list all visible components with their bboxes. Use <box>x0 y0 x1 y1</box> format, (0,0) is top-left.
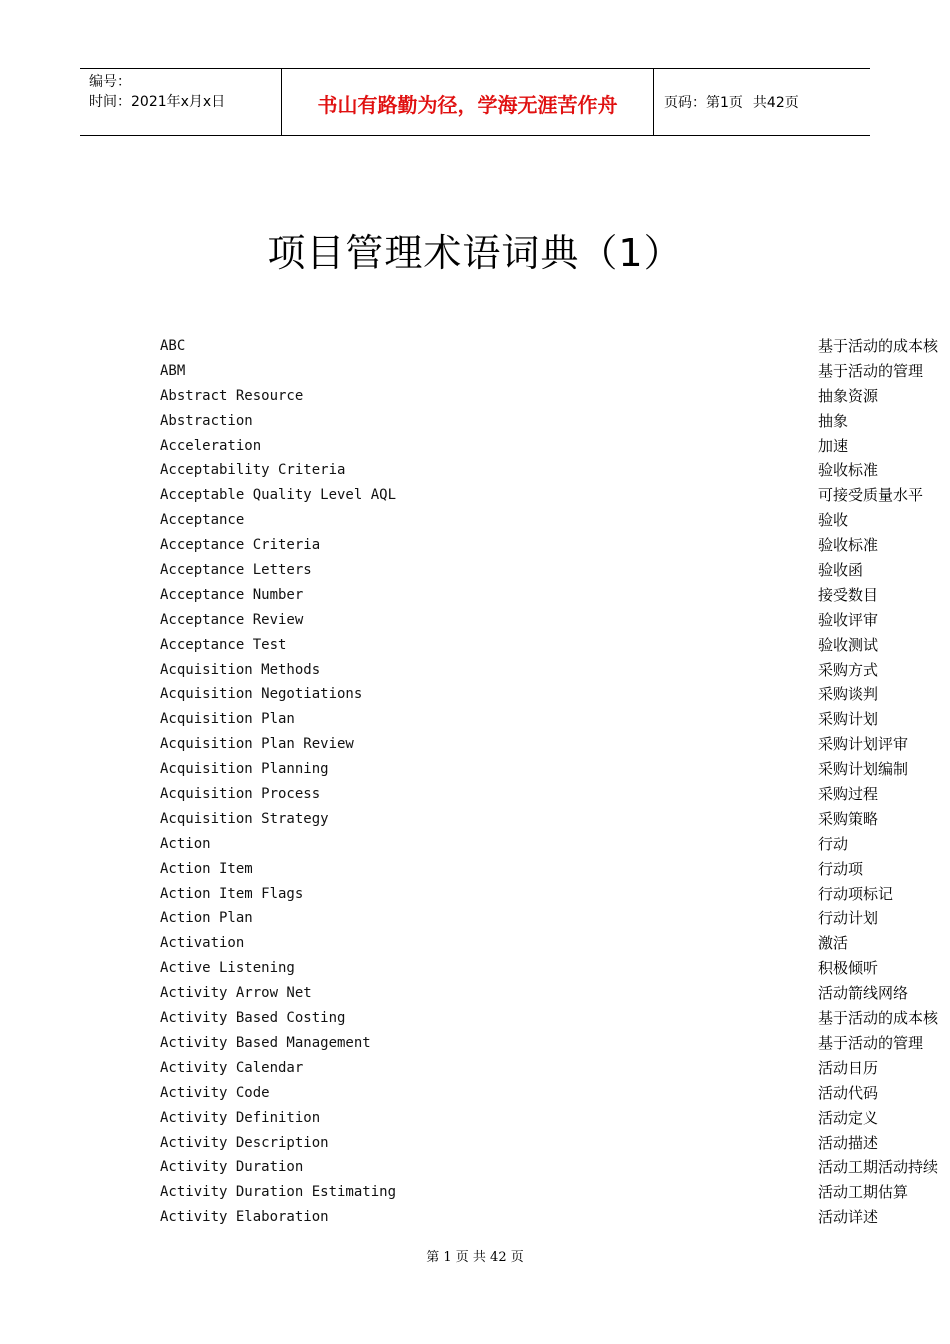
term-chinese: 基于活动的管理 <box>818 1033 924 1052</box>
term-row <box>0 882 950 907</box>
term-row <box>0 633 950 658</box>
term-row <box>0 533 950 558</box>
term-chinese: 活动工期活动持续 <box>818 1158 939 1177</box>
term-english: Abstraction <box>160 412 253 429</box>
term-row <box>0 1081 950 1106</box>
term-english: Acceptable Quality Level AQL <box>160 487 397 504</box>
term-english: Activity Definition <box>160 1109 321 1126</box>
term-english: Active Listening <box>160 960 295 977</box>
term-chinese: 采购计划编制 <box>818 760 909 779</box>
term-english: Activity Calendar <box>160 1059 304 1076</box>
term-english: Acquisition Strategy <box>160 810 329 827</box>
term-chinese: 加速 <box>818 436 849 455</box>
term-chinese: 采购策略 <box>818 809 879 828</box>
term-row <box>0 906 950 931</box>
term-row <box>0 782 950 807</box>
term-english: Acceptance <box>160 512 245 529</box>
term-english: Activity Arrow Net <box>160 985 312 1002</box>
term-row <box>0 608 950 633</box>
term-english: Acquisition Process <box>160 786 321 803</box>
header-meta <box>80 69 281 135</box>
term-chinese: 活动详述 <box>818 1208 879 1227</box>
term-chinese: 验收标准 <box>818 461 879 480</box>
term-row <box>0 807 950 832</box>
term-english: Abstract Resource <box>160 387 304 404</box>
term-chinese: 采购方式 <box>818 660 879 679</box>
term-row <box>0 981 950 1006</box>
term-english: Activity Description <box>160 1134 329 1151</box>
term-row <box>0 409 950 434</box>
term-row <box>0 583 950 608</box>
term-english: Acceptance Criteria <box>160 537 321 554</box>
term-row <box>0 483 950 508</box>
document-time-label: 时间：2021年x月x日 <box>89 94 226 110</box>
term-english: Action Item Flags <box>160 885 304 902</box>
term-english: Acquisition Planning <box>160 761 329 778</box>
term-english: Acceptance Number <box>160 586 304 603</box>
term-english: Acceleration <box>160 437 262 454</box>
term-english: Acquisition Negotiations <box>160 686 363 703</box>
term-chinese: 活动代码 <box>818 1083 879 1102</box>
term-english: Acceptance Test <box>160 636 287 653</box>
term-chinese: 验收 <box>818 511 849 530</box>
term-row <box>0 359 950 384</box>
term-chinese: 可接受质量水平 <box>818 486 924 505</box>
term-row <box>0 434 950 459</box>
term-english: Activity Based Costing <box>160 1010 346 1027</box>
header-page-number: 页码：第1页 <box>664 95 743 111</box>
term-chinese: 行动计划 <box>818 909 879 928</box>
term-row <box>0 832 950 857</box>
term-chinese: 活动描述 <box>818 1133 879 1152</box>
term-row <box>0 1180 950 1205</box>
term-row <box>0 1155 950 1180</box>
term-list <box>0 334 950 1230</box>
term-english: Acquisition Plan Review <box>160 736 354 753</box>
term-chinese: 活动工期估算 <box>818 1183 909 1202</box>
term-english: Action <box>160 835 211 852</box>
term-english: Activity Elaboration <box>160 1209 329 1226</box>
header-page-total: 共42页 <box>752 95 799 111</box>
header-motto: 书山有路勤为径，学海无涯苦作舟 <box>281 69 654 135</box>
term-chinese: 基于活动的成本核 <box>818 337 939 355</box>
term-english: Acceptance Letters <box>160 562 312 579</box>
term-chinese: 验收测试 <box>818 635 879 654</box>
document-title: 项目管理术语词典（1） <box>267 231 683 275</box>
term-chinese: 行动项 <box>818 859 864 878</box>
term-row <box>0 931 950 956</box>
term-english: Action Plan <box>160 910 253 927</box>
term-chinese: 抽象资源 <box>818 386 879 405</box>
term-row <box>0 707 950 732</box>
term-row <box>0 857 950 882</box>
term-row <box>0 757 950 782</box>
term-row <box>0 458 950 483</box>
term-row <box>0 384 950 409</box>
term-chinese: 采购计划评审 <box>818 735 909 754</box>
term-english: Acquisition Methods <box>160 661 321 678</box>
term-row <box>0 1056 950 1081</box>
term-chinese: 采购谈判 <box>818 685 879 704</box>
term-chinese: 验收评审 <box>818 610 879 629</box>
term-english: ABC <box>160 338 186 354</box>
term-row <box>0 1031 950 1056</box>
term-row <box>0 1205 950 1230</box>
term-chinese: 采购过程 <box>818 785 879 804</box>
term-chinese: 验收标准 <box>818 536 879 555</box>
term-english: Activation <box>160 935 245 952</box>
term-chinese: 活动日历 <box>818 1058 879 1077</box>
page-footer: 第 1 页 共 42 页 <box>426 1250 524 1265</box>
term-row <box>0 956 950 981</box>
term-english: Acceptability Criteria <box>160 462 346 479</box>
page-header <box>80 68 870 136</box>
term-chinese: 行动 <box>818 834 849 853</box>
term-chinese: 抽象 <box>818 411 849 430</box>
term-chinese: 活动箭线网络 <box>818 984 909 1003</box>
term-chinese: 积极倾听 <box>818 959 879 978</box>
term-chinese: 接受数目 <box>818 585 879 604</box>
term-row <box>0 558 950 583</box>
term-chinese: 激活 <box>818 934 849 953</box>
term-row <box>0 1131 950 1156</box>
header-page-info <box>654 69 870 135</box>
term-row <box>0 1006 950 1031</box>
term-row <box>0 732 950 757</box>
term-chinese: 行动项标记 <box>818 884 894 903</box>
term-chinese: 活动定义 <box>818 1108 879 1127</box>
term-row <box>0 334 950 359</box>
term-chinese: 基于活动的成本核 <box>818 1009 939 1028</box>
term-chinese: 采购计划 <box>818 710 879 729</box>
term-chinese: 基于活动的管理 <box>818 361 924 380</box>
term-english: Acquisition Plan <box>160 711 295 728</box>
term-row <box>0 508 950 533</box>
term-row <box>0 682 950 707</box>
term-english: ABM <box>160 362 186 379</box>
term-row <box>0 658 950 683</box>
term-english: Activity Based Management <box>160 1034 371 1051</box>
term-english: Activity Duration Estimating <box>160 1184 397 1201</box>
term-english: Activity Code <box>160 1084 270 1101</box>
term-english: Acceptance Review <box>160 611 304 628</box>
term-english: Activity Duration <box>160 1159 304 1176</box>
term-chinese: 验收函 <box>818 561 864 580</box>
document-number-label: 编号： <box>89 74 131 90</box>
term-row <box>0 1106 950 1131</box>
term-english: Action Item <box>160 860 253 877</box>
